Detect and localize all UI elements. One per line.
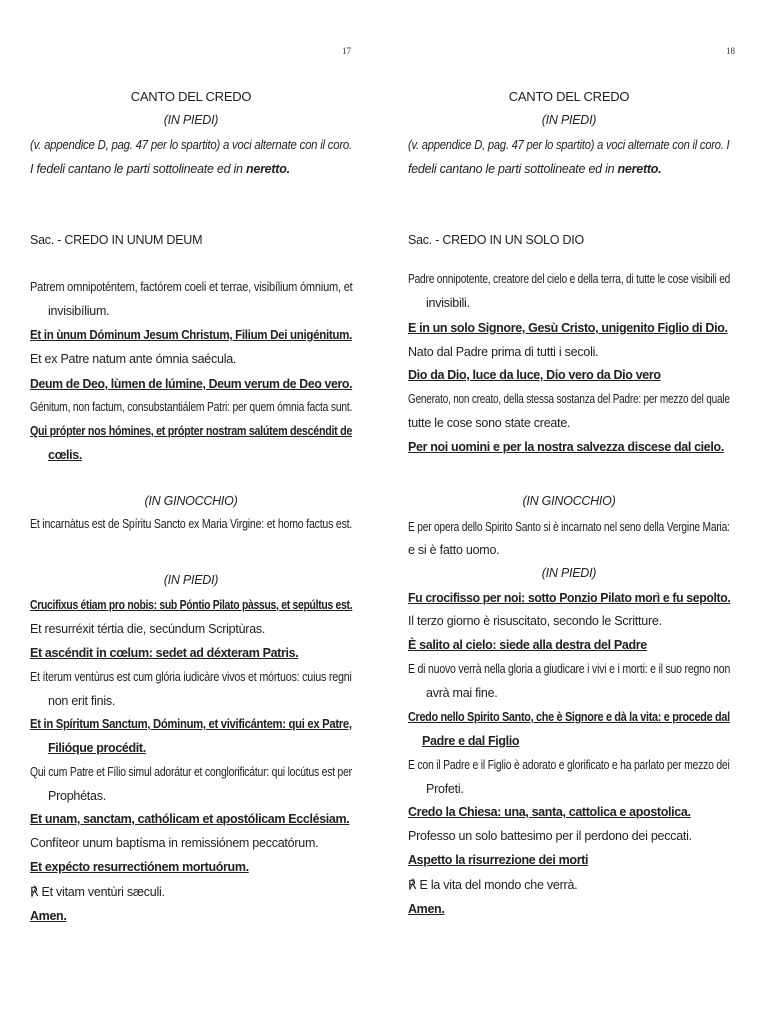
rubric-stand: (IN PIEDI) [163,573,219,587]
verse-line: invisibílium. [48,304,110,318]
sung-verse-line: Aspetto la risurrezione dei morti [408,853,589,867]
instruction-text: I fedeli cantano le parti sottolineate ed in [30,162,246,176]
sung-verse-line: Dio da Dio, luce da luce, Dio vero da Dio vero [408,368,661,382]
amen-line: Amen. [30,909,67,923]
verse-line: Et ex Patre natum ante ómnia saécula. [30,352,237,366]
sung-verse-line: cœlis. [48,448,83,462]
response-line: ℟ Et vitam ventùri sæculi. [30,885,165,899]
verse-line: Padre onnipotente, creatore del cielo e della terra, di tutte le cose visibili ed [408,272,731,286]
page-subtitle: (IN PIEDI) [541,113,597,127]
amen-line: Amen. [408,902,445,916]
verse-line: e si è fatto uomo. [408,543,500,557]
sung-verse-line: Crucifixus étiam pro nobis: sub Póntio Pilato pàssus, et sepúltus est. [30,598,353,612]
sung-verse-line: Et in Spíritum Sanctum, Dóminum, et vivificántem: qui ex Patre, [30,717,352,731]
sung-verse-line: Padre e dal Figlio [422,734,520,748]
instruction-note [408,162,661,176]
rubric-stand: (IN PIEDI) [541,566,597,580]
sung-verse-line: Qui própter nos hómines, et própter nostram salútem descéndit de [30,424,353,438]
verse-line: Génitum, non factum, consubstantiálem Patri: per quem ómnia facta sunt. [30,400,353,414]
verse-line: Il terzo giorno è risuscitato, secondo le Scritture. [408,614,662,628]
sung-verse-line: E in un solo Signore, Gesù Cristo, unigenito Figlio di Dio. [408,321,728,335]
sung-verse-line: Per noi uomini e per la nostra salvezza discese dal cielo. [408,440,724,454]
sung-verse-line: Et unam, sanctam, cathólicam et apostólicam Ecclésiam. [30,812,350,826]
verse-line: tutte le cose sono state create. [408,416,571,430]
appendix-note: (v. appendice D, pag. 47 per lo spartito) a voci alternate con il coro. [30,138,352,152]
sung-verse-line: Fu crocifisso per noi: sotto Ponzio Pilato morì e fu sepolto. [408,591,731,605]
verse-line: Nato dal Padre prima di tutti i secoli. [408,345,599,359]
verse-line: Et incarnàtus est de Spíritu Sancto ex Maria Virgine: et homo factus est. [30,517,353,531]
priest-intro: Sac. - CREDO IN UNUM DEUM [30,233,203,247]
priest-intro: Sac. - CREDO IN UN SOLO DIO [408,233,584,247]
instruction-note [30,162,290,176]
instruction-text: fedeli cantano le parti sottolineate ed in [408,162,618,176]
page-title: CANTO DEL CREDO [130,89,252,104]
verse-line: invisibili. [426,296,470,310]
sung-verse-line: Deum de Deo, lùmen de lúmine, Deum verum de Deo vero. [30,377,353,391]
verse-line: E di nuovo verrà nella gloria a giudicare i vivi e i morti: e il suo regno non [408,662,731,676]
sung-verse-line: È salito al cielo: siede alla destra del Padre [408,638,647,652]
rubric-kneel: (IN GINOCCHIO) [144,494,238,508]
verse-line: avrà mai fine. [426,686,498,700]
page-subtitle: (IN PIEDI) [163,113,219,127]
verse-line: Et íterum ventùrus est cum glória iudicàre vivos et mórtuos: cuius regni [30,670,352,684]
sung-verse-line: Et ascéndit in cœlum: sedet ad déxteram Patris. [30,646,299,660]
verse-line: Prophétas. [48,789,106,803]
page-number-right: 18 [726,46,735,56]
instruction-bold-word: neretto. [617,162,662,176]
sung-verse-line: Credo la Chiesa: una, santa, cattolica e apostolica. [408,805,691,819]
rubric-kneel: (IN GINOCCHIO) [522,494,616,508]
verse-line: non erit finis. [48,694,116,708]
verse-line: Confíteor unum baptísma in remissiónem peccatórum. [30,836,319,850]
response-line: ℟ E la vita del mondo che verrà. [408,878,578,892]
sung-verse-line: Et expécto resurrectiónem mortuórum. [30,860,249,874]
sung-verse-line: Credo nello Spirito Santo, che è Signore e dà la vita: e procede dal [408,710,730,724]
sung-verse-line: Et in ùnum Dóminum Jesum Christum, Filium Dei unigénitum. [30,328,353,342]
verse-line: Profeti. [426,782,464,796]
appendix-note: (v. appendice D, pag. 47 per lo spartito) a voci alternate con il coro. I [408,138,730,152]
verse-line: Patrem omnipoténtem, factórem coeli et terrae, visibílium ómnium, et [30,280,353,294]
verse-line: Qui cum Patre et Fílio simul adorátur et conglorificátur: qui locútus est per [30,765,352,779]
sung-verse-line: Filióque procédit. [48,741,146,755]
page-title: CANTO DEL CREDO [508,89,630,104]
verse-line: E con il Padre e il Figlio è adorato e glorificato e ha parlato per mezzo dei [408,758,730,772]
verse-line: E per opera dello Spirito Santo si è incarnato nel seno della Vergine Maria: [408,520,730,534]
instruction-bold-word: neretto. [245,162,290,176]
verse-line: Professo un solo battesimo per il perdono dei peccati. [408,829,692,843]
verse-line: Et resurréxit tértia die, secúndum Scriptùras. [30,622,266,636]
verse-line: Generato, non creato, della stessa sostanza del Padre: per mezzo del quale [408,392,730,406]
page-number-left: 17 [342,46,351,56]
